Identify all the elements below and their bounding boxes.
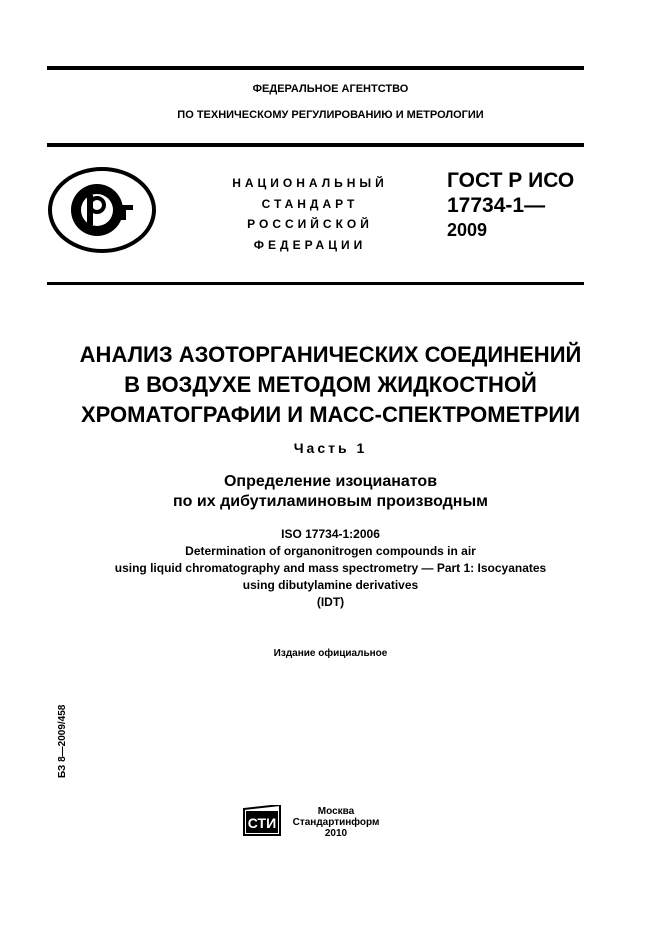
subtitle-line-1: Определение изоцианатов (223, 473, 438, 490)
iso-title-3: using dibutylamine derivatives (242, 578, 419, 592)
svg-text:СТИ: СТИ (247, 815, 277, 831)
publisher-city: Москва (317, 806, 355, 817)
title-line-3: ХРОМАТОГРАФИИ И МАСС-СПЕКТРОМЕТРИИ (80, 402, 581, 427)
publisher-year: 2010 (324, 828, 348, 839)
iso-title-1: Determination of organonitrogen compounds in air (185, 544, 476, 558)
standartinform-logo (242, 805, 282, 837)
designation-2: 17734-1— (447, 194, 546, 217)
publisher-name: Стандартинформ (292, 817, 380, 828)
agency-line1: ФЕДЕРАЛЬНОЕ АГЕНТСТВО (252, 83, 409, 95)
standard-type-2: СТАНДАРТ (261, 196, 359, 211)
side-code: БЗ 8—2009/458 (57, 704, 68, 778)
standard-type-3: РОССИЙСКОЙ (247, 217, 373, 231)
title-line-2: В ВОЗДУХЕ МЕТОДОМ ЖИДКОСТНОЙ (124, 372, 537, 397)
subtitle-line-2: по их дибутиламиновым производным (173, 493, 488, 510)
header-rule (47, 143, 584, 147)
designation-1: ГОСТ Р ИСО (447, 169, 575, 192)
rst-logo (47, 165, 157, 255)
document-title (0, 340, 661, 430)
standard-type-4: ФЕДЕРАЦИИ (253, 237, 367, 252)
logo-rule (47, 282, 584, 285)
standard-type-1: НАЦИОНАЛЬНЫЙ (232, 176, 388, 190)
edition-label: Издание официальное (273, 648, 388, 659)
title-line-1: АНАЛИЗ АЗОТОРГАНИЧЕСКИХ СОЕДИНЕНИЙ (79, 342, 582, 367)
agency-line2: ПО ТЕХНИЧЕСКОМУ РЕГУЛИРОВАНИЮ И МЕТРОЛОГИИ (177, 109, 484, 121)
iso-title-2: using liquid chromatography and mass spectrometry — Part 1: Isocyanates (114, 561, 547, 575)
iso-number: ISO 17734-1:2006 (281, 527, 380, 541)
iso-idt: (IDT) (316, 595, 345, 609)
part-label: Часть 1 (293, 440, 368, 456)
designation-3: 2009 (447, 220, 488, 240)
top-rule (47, 66, 584, 70)
